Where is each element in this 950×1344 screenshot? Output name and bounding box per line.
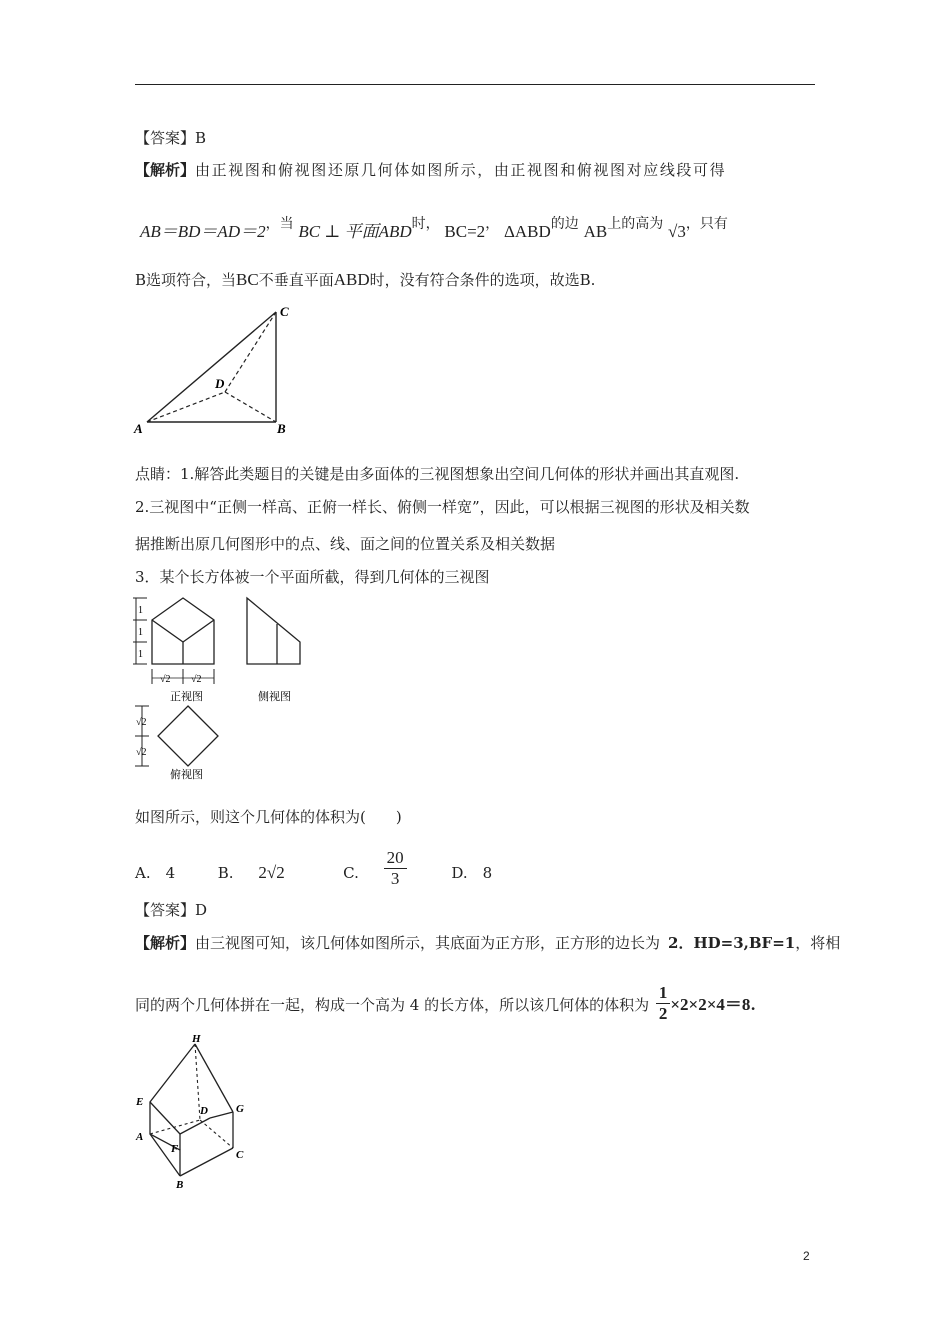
note-line-3: 据推断出原几何图形中的点、线、面之间的位置关系及相关数据 — [135, 535, 556, 553]
label-b2: B — [176, 1179, 184, 1190]
math-bc-perp: BC ⊥ 平面ABD — [298, 222, 412, 241]
label-h: H — [192, 1033, 201, 1045]
analysis-text: 由正视图和俯视图还原几何体如图所示，由正视图和俯视图对应线段可得 — [195, 161, 727, 179]
label-g: G — [236, 1103, 244, 1115]
volume-product: ×2×2×4＝8 — [670, 994, 751, 1014]
analysis-line-2 — [140, 216, 728, 243]
math-sqrt3: √3 — [667, 222, 686, 241]
edge-ac — [147, 312, 276, 422]
text-height: 上的高为 — [607, 216, 664, 232]
edge-db — [225, 392, 276, 422]
option-c-label: C. — [343, 863, 359, 882]
half-numerator: 1 — [656, 983, 671, 1004]
math-bc: BC — [236, 270, 259, 289]
q3-answer: 【答案】D — [135, 901, 208, 919]
note-line-1: 点睛：1.解答此类题目的关键是由多面体的三视图想象出空间几何体的形状并画出其直观图. — [135, 465, 740, 483]
label-c2: C — [236, 1149, 244, 1161]
option-a: A. 4 — [135, 863, 176, 882]
text-dang: ，当 — [265, 216, 294, 232]
text-zhiyou: ，只有 — [685, 216, 728, 232]
q3-bold-values: 2．HD=3,BF=1 — [668, 934, 796, 952]
solid-figure — [130, 1030, 260, 1194]
header-rule — [135, 84, 815, 85]
dim-one-1: 1 — [138, 605, 143, 616]
math-triangle-abd: ΔABD — [503, 222, 551, 241]
q3-analysis-text-1: 由三视图可知，该几何体如图所示，其底面为正方形，正方形的边长为 — [195, 934, 661, 952]
label-b: B — [277, 421, 286, 436]
text-conclusion: 时，没有符合条件的选项，故选B. — [369, 271, 596, 289]
q3-analysis-text-2: 同的两个几何体拼在一起，构成一个高为 4 的长方体，所以该几何体的体积为 — [135, 995, 650, 1014]
edge-dc — [225, 312, 276, 392]
q3-analysis-head: 【解析】 — [135, 934, 196, 952]
analysis-line-3 — [135, 270, 595, 290]
note-line-2: 2.三视图中“正侧一样高、正俯一样长、俯侧一样宽”，因此，可以根据三视图的形状及相关数 — [135, 498, 750, 516]
q3-analysis-text-1b: ，将相 — [795, 934, 841, 952]
option-d: D. 8 — [451, 863, 493, 882]
math-ab-bd-ad: AB＝BD＝AD＝2 — [140, 222, 266, 241]
text-shi: 时， — [411, 216, 440, 232]
top-view-outline — [158, 706, 218, 766]
text-b-option: B选项符合，当 — [135, 271, 237, 289]
option-b-value: 2√2 — [258, 862, 285, 882]
text-not-perp: 不垂直平面 — [258, 271, 334, 289]
text-comma: ， — [485, 216, 500, 232]
analysis-line-1 — [135, 160, 726, 180]
option-b-label: B. — [217, 863, 234, 882]
tetrahedron-figure — [130, 300, 300, 444]
option-c-fraction — [384, 848, 407, 889]
top-view-label: 俯视图 — [170, 769, 203, 781]
q3-analysis-line-2 — [135, 983, 756, 1023]
label-d2: D — [200, 1105, 208, 1117]
label-a: A — [134, 421, 143, 436]
three-view-figure — [130, 590, 330, 789]
q3-options — [135, 848, 492, 888]
label-e: E — [136, 1096, 144, 1108]
dim-one-2: 1 — [138, 627, 143, 638]
dim-sqrt2-front-1: √2 — [160, 674, 171, 685]
dim-sqrt2-front-2: √2 — [191, 674, 202, 685]
option-c-numerator: 20 — [384, 848, 407, 869]
answer-label: 【答案】B — [135, 129, 207, 147]
analysis-head: 【解析】 — [135, 161, 196, 179]
edge-ad — [147, 392, 225, 422]
page-number: 2 — [803, 1249, 810, 1263]
side-view-outline — [247, 598, 300, 664]
q3-analysis-line-1 — [135, 933, 840, 953]
option-c-denominator: 3 — [390, 869, 400, 888]
dim-one-3: 1 — [138, 649, 143, 660]
label-c: C — [280, 304, 289, 319]
label-d: D — [215, 376, 225, 391]
math-abd: ABD — [333, 270, 370, 289]
label-a2: A — [136, 1131, 144, 1143]
dim-sqrt2-top-2: √2 — [136, 747, 147, 758]
text-de-bian: 的边 — [550, 216, 579, 232]
label-f: F — [171, 1143, 179, 1155]
half-denominator: 2 — [658, 1004, 668, 1023]
math-ab: AB — [583, 222, 608, 241]
volume-end: . — [750, 995, 756, 1014]
half-fraction — [656, 983, 671, 1024]
q3-question: 如图所示，则这个几何体的体积为( ) — [135, 808, 402, 826]
dim-sqrt2-top-1: √2 — [136, 717, 147, 728]
q3-stem: 3．某个长方体被一个平面所截，得到几何体的三视图 — [135, 568, 490, 586]
math-bc-2: BC=2 — [444, 222, 486, 241]
side-view-label: 侧视图 — [258, 691, 291, 703]
front-view-label: 正视图 — [170, 691, 203, 703]
